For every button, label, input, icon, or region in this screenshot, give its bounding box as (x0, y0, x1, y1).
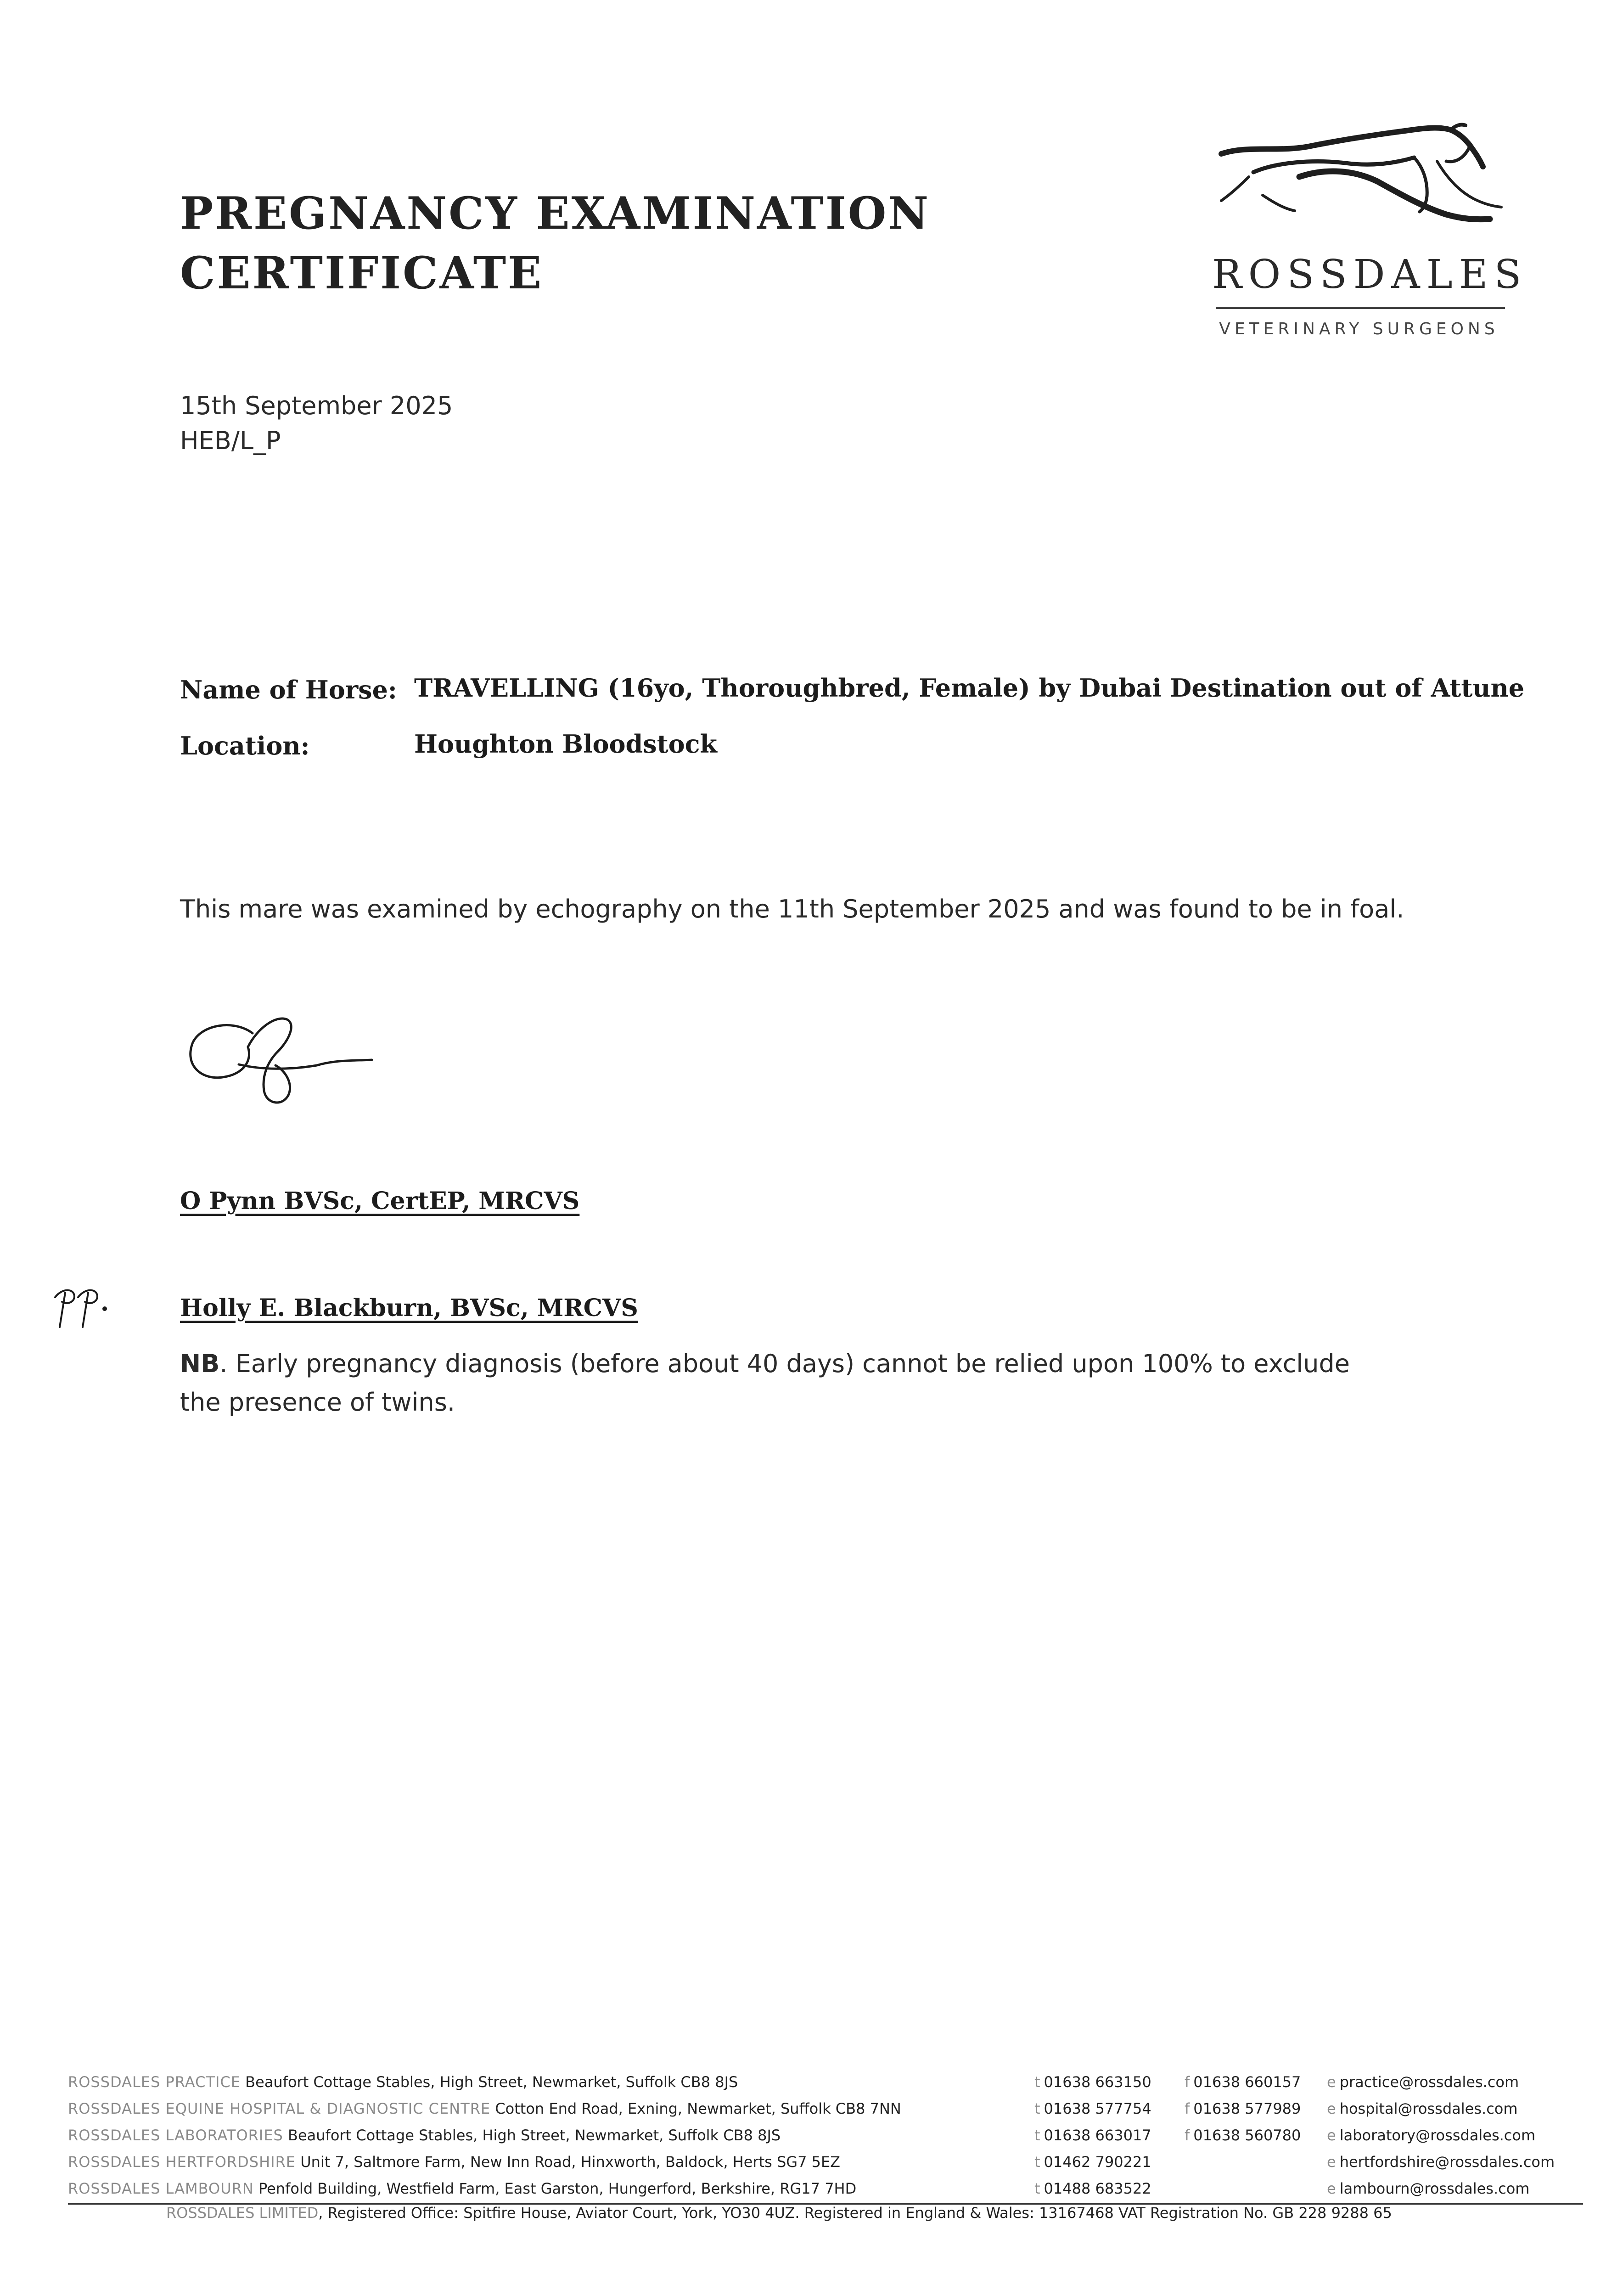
office-address-block (68, 2073, 738, 2091)
document-meta (180, 388, 453, 458)
office-email-value[interactable]: hertfordshire@rossdales.com (1339, 2153, 1555, 2171)
office-email (1327, 2122, 1535, 2149)
office-telephone (1034, 2069, 1151, 2095)
twins-disclaimer-note (180, 1345, 1374, 1422)
office-row (68, 2095, 1518, 2122)
office-telephone (1034, 2095, 1151, 2122)
office-telephone-value: 01462 790221 (1044, 2153, 1151, 2171)
office-name: ROSSDALES EQUINE HOSPITAL & DIAGNOSTIC CENTRE (68, 2100, 491, 2117)
signatory-vet-2: Holly E. Blackburn, BVSc, MRCVS (180, 1294, 638, 1322)
office-email-prefix: e (1327, 2153, 1336, 2171)
office-fax-value: 01638 560780 (1193, 2127, 1301, 2144)
office-fax-value: 01638 577989 (1193, 2100, 1301, 2117)
registered-office-line (166, 2204, 1392, 2222)
office-address-block (68, 2100, 901, 2117)
office-email (1327, 2175, 1529, 2202)
office-name: ROSSDALES PRACTICE (68, 2073, 241, 2091)
office-fax-value: 01638 660157 (1193, 2073, 1301, 2091)
footer-contacts (68, 2069, 1555, 2202)
office-telephone-prefix: t (1034, 2127, 1040, 2144)
signatory-vet-1: O Pynn BVSc, CertEP, MRCVS (180, 1187, 580, 1215)
office-telephone-prefix: t (1034, 2073, 1040, 2091)
office-email-value[interactable]: laboratory@rossdales.com (1339, 2127, 1536, 2144)
office-telephone-value: 01488 683522 (1044, 2180, 1151, 2197)
document-date: 15th September 2025 (180, 391, 453, 420)
office-row (68, 2175, 1530, 2202)
office-fax (1185, 2095, 1301, 2122)
office-name: ROSSDALES HERTFORDSHIRE (68, 2153, 296, 2171)
office-fax-prefix: f (1185, 2073, 1190, 2091)
office-address-block (68, 2127, 781, 2144)
office-fax-prefix: f (1185, 2127, 1190, 2144)
signature-image (184, 1001, 395, 1116)
office-address-block (68, 2153, 840, 2171)
note-prefix: NB (180, 1349, 220, 1378)
certificate-title-line2: CERTIFICATE (180, 247, 544, 299)
office-email (1327, 2095, 1518, 2122)
office-telephone-prefix: t (1034, 2180, 1040, 2197)
location-label: Location: (180, 731, 310, 760)
office-email-prefix: e (1327, 2100, 1336, 2117)
logo-subtitle: VETERINARY SURGEONS (1219, 320, 1499, 338)
office-address: Penfold Building, Westfield Farm, East Garston, Hungerford, Berkshire, RG17 7HD (258, 2180, 857, 2197)
office-telephone-prefix: t (1034, 2153, 1040, 2171)
office-address: Unit 7, Saltmore Farm, New Inn Road, Hinxworth, Baldock, Herts SG7 5EZ (300, 2153, 841, 2171)
logo-wordmark: ROSSDALES (1212, 252, 1528, 298)
horse-name-value: TRAVELLING (16yo, Thoroughbred, Female) by Dubai Destination out of Attune (414, 673, 1525, 703)
office-email-value[interactable]: lambourn@rossdales.com (1339, 2180, 1530, 2197)
registered-org: ROSSDALES LIMITED (166, 2204, 319, 2222)
office-telephone-value: 01638 663017 (1044, 2127, 1151, 2144)
location-value: Houghton Bloodstock (414, 729, 717, 759)
examination-statement: This mare was examined by echography on the 11th September 2025 and was found to be in foal. (180, 895, 1404, 923)
handwritten-initials (46, 1281, 110, 1332)
office-telephone (1034, 2122, 1151, 2149)
horse-name-label: Name of Horse: (180, 675, 397, 704)
office-telephone-value: 01638 663150 (1044, 2073, 1151, 2091)
logo-divider (1216, 307, 1505, 309)
office-telephone-value: 01638 577754 (1044, 2100, 1151, 2117)
document-reference: HEB/L_P (180, 426, 281, 455)
office-name: ROSSDALES LABORATORIES (68, 2127, 283, 2144)
office-address: Cotton End Road, Exning, Newmarket, Suffolk CB8 7NN (495, 2100, 901, 2117)
office-email-prefix: e (1327, 2127, 1336, 2144)
office-email-prefix: e (1327, 2180, 1336, 2197)
office-email-prefix: e (1327, 2073, 1336, 2091)
office-address: Beaufort Cottage Stables, High Street, Newmarket, Suffolk CB8 8JS (245, 2073, 738, 2091)
office-telephone (1034, 2149, 1151, 2175)
office-fax-prefix: f (1185, 2100, 1190, 2117)
office-email (1327, 2149, 1555, 2175)
office-name: ROSSDALES LAMBOURN (68, 2180, 254, 2197)
office-fax (1185, 2122, 1301, 2149)
office-email-value[interactable]: practice@rossdales.com (1339, 2073, 1519, 2091)
office-address-block (68, 2180, 856, 2197)
office-row (68, 2122, 1536, 2149)
office-fax (1185, 2069, 1301, 2095)
certificate-title (180, 184, 930, 303)
office-row (68, 2149, 1555, 2175)
office-address: Beaufort Cottage Stables, High Street, Newmarket, Suffolk CB8 8JS (288, 2127, 781, 2144)
office-row (68, 2069, 1519, 2095)
office-telephone (1034, 2175, 1151, 2202)
certificate-title-line1: PREGNANCY EXAMINATION (180, 187, 931, 239)
office-email (1327, 2069, 1519, 2095)
note-text: . Early pregnancy diagnosis (before about 40 days) cannot be relied upon 100% to exclude the presence of twins. (180, 1349, 1350, 1417)
office-telephone-prefix: t (1034, 2100, 1040, 2117)
office-email-value[interactable]: hospital@rossdales.com (1339, 2100, 1518, 2117)
registered-text: , Registered Office: Spitfire House, Aviator Court, York, YO30 4UZ. Registered in England & Wales: 13167468 VAT Registration No. GB 228 9288 65 (318, 2204, 1392, 2222)
running-horse-icon (1207, 117, 1528, 347)
